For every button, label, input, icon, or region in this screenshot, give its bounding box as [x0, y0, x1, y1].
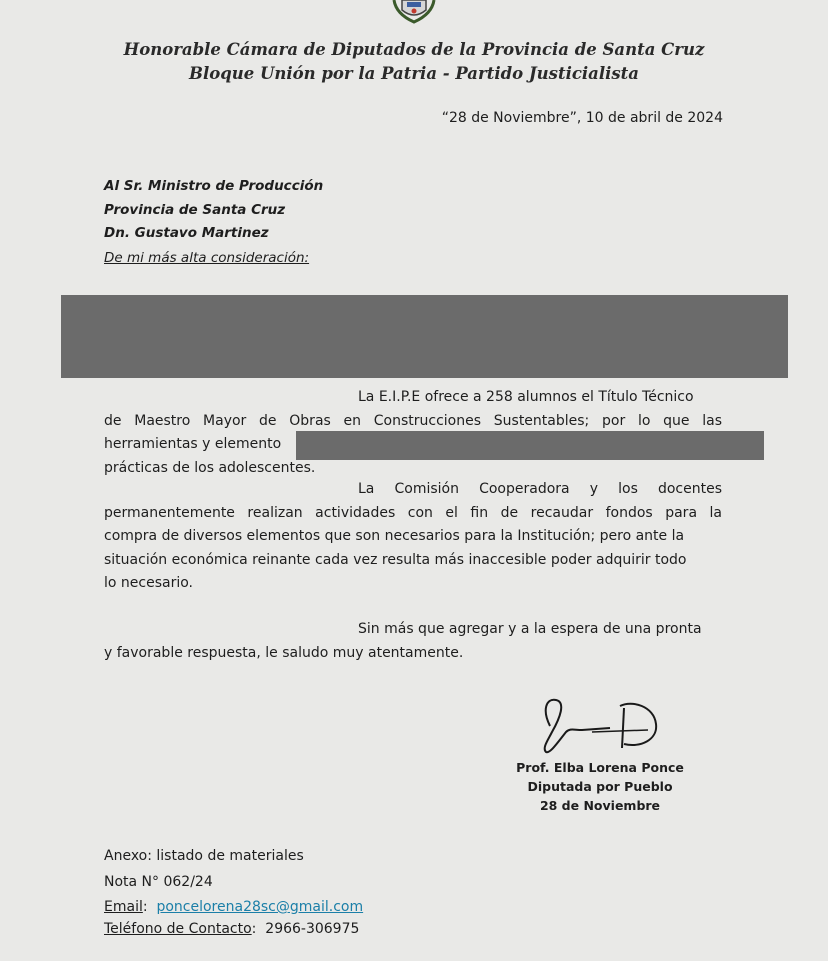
signatory-title: Diputada por Pueblo — [527, 779, 673, 794]
header-chamber-name: Honorable Cámara de Diputados de la Provincia de Santa Cruz — [123, 40, 705, 59]
paragraph-line: herramientas y elemento — [104, 436, 282, 452]
paragraph-line: de Maestro Mayor de Obras en Construcciones Sustentables; por lo que las — [104, 412, 722, 429]
phone-label: Teléfono de Contacto — [104, 921, 252, 937]
phone-number: 2966-306975 — [265, 921, 360, 937]
paragraph-line: y favorable respuesta, le saludo muy atentamente. — [104, 644, 464, 661]
paragraph-line: La E.I.P.E ofrece a 258 alumnos el Título Técnico — [358, 389, 694, 405]
phone-line: Teléfono de Contacto: 2966-306975 — [104, 921, 360, 937]
note-number: Nota N° 062/24 — [104, 874, 213, 890]
paragraph-line: lo necesario. — [104, 575, 193, 591]
paragraph-line: Sin más que agregar y a la espera de una pronta — [358, 621, 702, 637]
paragraph-3 — [104, 618, 722, 665]
annex-note: Anexo: listado de materiales — [104, 848, 304, 864]
paragraph-line: permanentemente realizan actividades con el fin de recaudar fondos para la — [104, 504, 722, 521]
salutation: De mi más alta consideración: — [104, 250, 310, 266]
email-line: Email: poncelorena28sc@gmail.com — [104, 899, 364, 915]
recipient-province: Provincia de Santa Cruz — [104, 202, 286, 218]
signatory-name: Prof. Elba Lorena Ponce — [516, 760, 684, 775]
redaction-inline — [296, 431, 764, 460]
paragraph-line: La Comisión Cooperadora y los docentes — [358, 481, 722, 497]
letter-date: “28 de Noviembre”, 10 de abril de 2024 — [441, 110, 723, 126]
paragraph-2 — [104, 478, 722, 596]
paragraph-line: compra de diversos elementos que son necesarios para la Institución; pero ante la — [104, 528, 685, 544]
recipient-title: Al Sr. Ministro de Producción — [104, 178, 324, 194]
email-label: Email — [104, 899, 143, 915]
redaction-block — [61, 295, 788, 378]
paragraph-line: prácticas de los adolescentes. — [104, 459, 316, 476]
header-bloc-name: Bloque Unión por la Patria - Partido Justicialista — [189, 64, 639, 83]
paragraph-line: situación económica reinante cada vez resulta más inaccesible poder adquirir todo — [104, 551, 687, 568]
handwritten-signature — [536, 696, 660, 754]
signatory-bloc: 28 de Noviembre — [539, 798, 661, 813]
provincial-seal-icon — [390, 0, 438, 24]
recipient-name: Dn. Gustavo Martinez — [104, 225, 269, 241]
email-link[interactable]: poncelorena28sc@gmail.com — [156, 899, 364, 915]
